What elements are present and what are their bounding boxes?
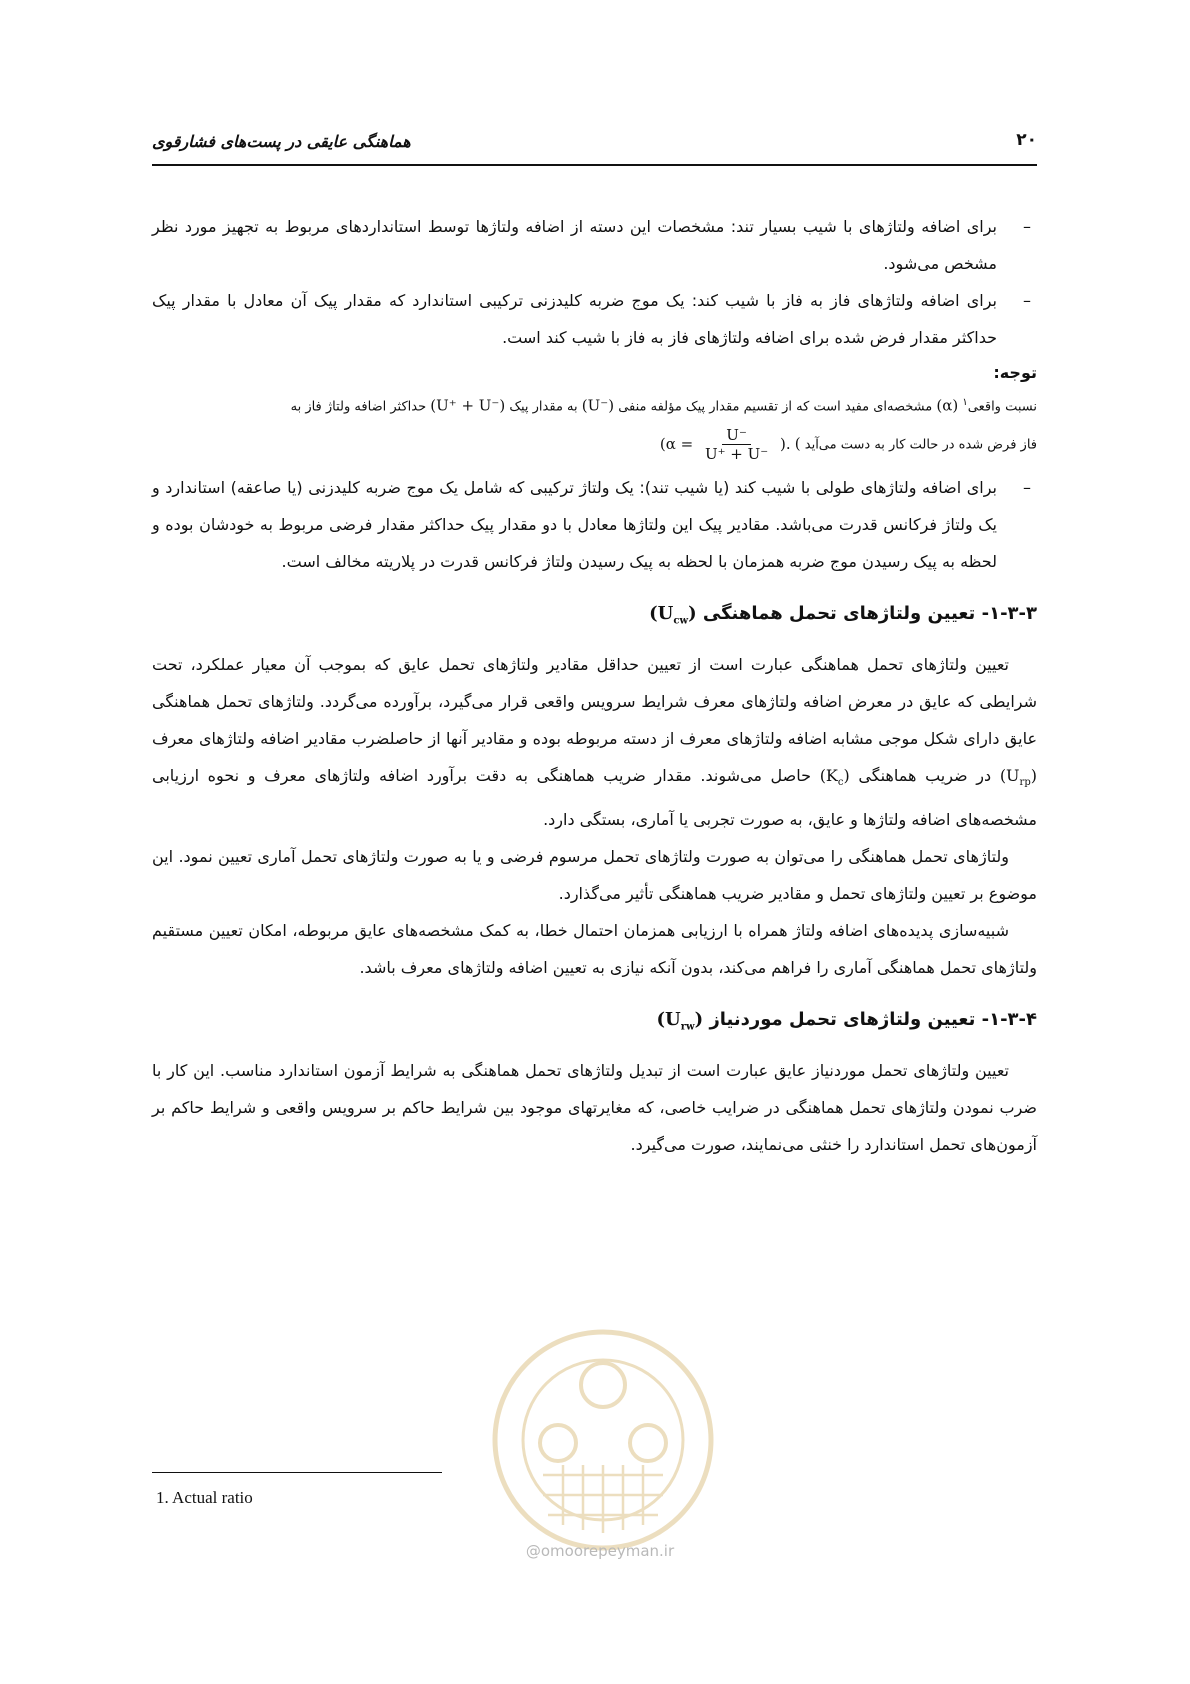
note-text: مشخصه‌ای مفید است که از تقسیم مقدار پیک مؤلفه منفی bbox=[618, 399, 933, 415]
kc-symbol: $(K_c)$ bbox=[819, 765, 850, 789]
footnote: 1. Actual ratio bbox=[156, 1488, 253, 1507]
formula-lhs: (α = bbox=[659, 434, 694, 453]
section-title: تعیین ولتاژهای تحمل هماهنگی bbox=[702, 603, 976, 625]
note-heading: توجه: bbox=[993, 363, 1037, 382]
formula-fraction bbox=[701, 426, 772, 463]
section-heading-1-3-3 bbox=[152, 594, 1037, 642]
footnote-divider bbox=[152, 1472, 442, 1473]
u-sum-symbol: (U⁺ + U⁻) bbox=[430, 396, 506, 415]
note-text: حداکثر اضافه ولتاژ فاز به bbox=[290, 399, 427, 415]
note-line-1 bbox=[152, 390, 1037, 420]
page-content bbox=[152, 208, 1037, 1163]
bullet-item bbox=[152, 282, 1037, 356]
u-minus-symbol: (U⁻) bbox=[581, 396, 615, 415]
note-text: به مقدار پیک bbox=[509, 399, 578, 415]
section-heading-1-3-4 bbox=[152, 1000, 1037, 1048]
note-line-2 bbox=[152, 426, 1037, 463]
bullet-item bbox=[152, 469, 1037, 580]
section-symbol: $(U_{rw})$ bbox=[656, 1009, 704, 1033]
header-title: هماهنگی عایقی در پست‌های فشارقوی bbox=[152, 132, 411, 151]
fraction-denominator: U⁺ + U⁻ bbox=[704, 445, 769, 464]
bullet-text: برای اضافه ولتاژهای با شیب بسیار تند: مشخصات این دسته از اضافه ولتاژها توسط استانداردهای مربوط به تجهیز مورد نظر مشخص می‌شود. bbox=[152, 217, 997, 273]
section-number: ۱-۳-۳- bbox=[981, 603, 1037, 625]
paragraph: ولتاژهای تحمل هماهنگی را می‌توان به صورت ولتاژهای تحمل مرسوم فرضی و یا به صورت ولتاژهای تحمل آماری تعیین نمود. این موضوع بر تعیین ولتاژهای تحمل و مقادیر ضریب هماهنگی تأثیر می‌گذارد. bbox=[152, 847, 1037, 904]
page-number: ۲۰ bbox=[1016, 130, 1037, 150]
section-title: تعیین ولتاژهای تحمل موردنیاز bbox=[709, 1009, 976, 1031]
alpha-symbol: (α) bbox=[936, 396, 959, 415]
paragraph: تعیین ولتاژهای تحمل موردنیاز عایق عبارت است از تبدیل ولتاژهای تحمل هماهنگی به شرایط آزمون استاندارد مناسب. این کار با ضرب نمودن ولتاژهای تحمل هماهنگی در ضرایب خاصی، که مغایرتهای موجود بین شرایط حاکم بر سرویس واقعی و شرایط حاکم بر آزمون‌های تحمل استاندارد را خنثی می‌نمایند، صورت می‌گیرد. bbox=[152, 1060, 1037, 1154]
alpha-formula bbox=[659, 426, 791, 464]
footnote-ref: ۱ bbox=[962, 397, 968, 408]
bullet-text: برای اضافه ولتاژهای طولی با شیب کند (یا شیب تند): یک ولتاژ ترکیبی که شامل یک موج ضربه کلیدزنی (یا صاعقه) استاندارد و یک ولتاژ فرکانس قدرت می‌باشد. مقادیر پیک این ولتاژها معادل با دو مقدار پیک حداکثر مقدار فرضی مربوط به خودشان بوده و لحظه به پیک رسیدن موج ضربه همزمان با لحظه به پیک رسیدن ولتاژ فرکانس قدرت در پلاریته مخالف است. bbox=[152, 478, 997, 572]
formula-close: ). bbox=[779, 434, 791, 453]
bullet-dash: – bbox=[1023, 217, 1031, 236]
section-number: ۱-۳-۴- bbox=[981, 1009, 1037, 1031]
bullet-item bbox=[152, 208, 1037, 282]
watermark-seal-icon bbox=[488, 1325, 718, 1555]
bullet-text: برای اضافه ولتاژهای فاز به فاز با شیب کند: یک موج ضربه کلیدزنی ترکیبی استاندارد که مقدار پیک آن معادل با مقدار پیک حداکثر مقدار فرض شده برای اضافه ولتاژهای فاز به فاز با شیب کند است. bbox=[152, 291, 997, 347]
bullet-dash: – bbox=[1023, 291, 1031, 310]
fraction-numerator: U⁻ bbox=[722, 426, 751, 445]
paragraph: شبیه‌سازی پدیده‌های اضافه ولتاژ همراه با ارزیابی همزمان احتمال خطا، به کمک مشخصه‌های عایق مربوطه، امکان تعیین مستقیم ولتاژهای تحمل هماهنگی آماری را فراهم می‌کند، بدون آنکه نیازی به تعیین اضافه ولتاژهای معرف باشد. bbox=[152, 921, 1037, 978]
note-text: فاز فرض شده در حالت کار به دست می‌آید bbox=[804, 437, 1037, 453]
note-text: نسبت واقعی bbox=[967, 399, 1037, 415]
section-symbol: $(U_{cw})$ bbox=[649, 603, 697, 627]
running-header bbox=[152, 128, 1037, 166]
urp-symbol: $(U_{rp})$ bbox=[999, 765, 1037, 789]
paren-open: ( bbox=[794, 434, 801, 453]
paragraph: تعیین ولتاژهای تحمل هماهنگی عبارت است از تعیین حداقل مقادیر ولتاژهای تحمل عایق که بموجب آن معیار عملکرد، تحت شرایطی که عایق در معرض اضافه ولتاژهای معرف شرایط سرویس واقعی قرار می‌گیرد، برآورده می‌گردد. ولتاژهای تحمل هماهنگی عایق دارای شکل موجی مشابه اضافه ولتاژهای معرف از دسته مربوطه بوده و مقادیر آنها از حاصلضرب مقادیر اضافه ولتاژهای معرف $(U_{rp})$ در ضریب هماهنگی $(K_c)$ حاصل می‌شوند. مقدار ضریب هماهنگی به دقت برآورد اضافه ولتاژهای معرف و نحوه ارزیابی مشخصه‌های اضافه ولتاژها و عایق، به صورت تجربی یا آماری، بستگی دارد. bbox=[152, 654, 1037, 830]
bullet-dash: – bbox=[1023, 478, 1031, 498]
watermark-text: @omoorepeyman.ir bbox=[525, 1542, 675, 1560]
